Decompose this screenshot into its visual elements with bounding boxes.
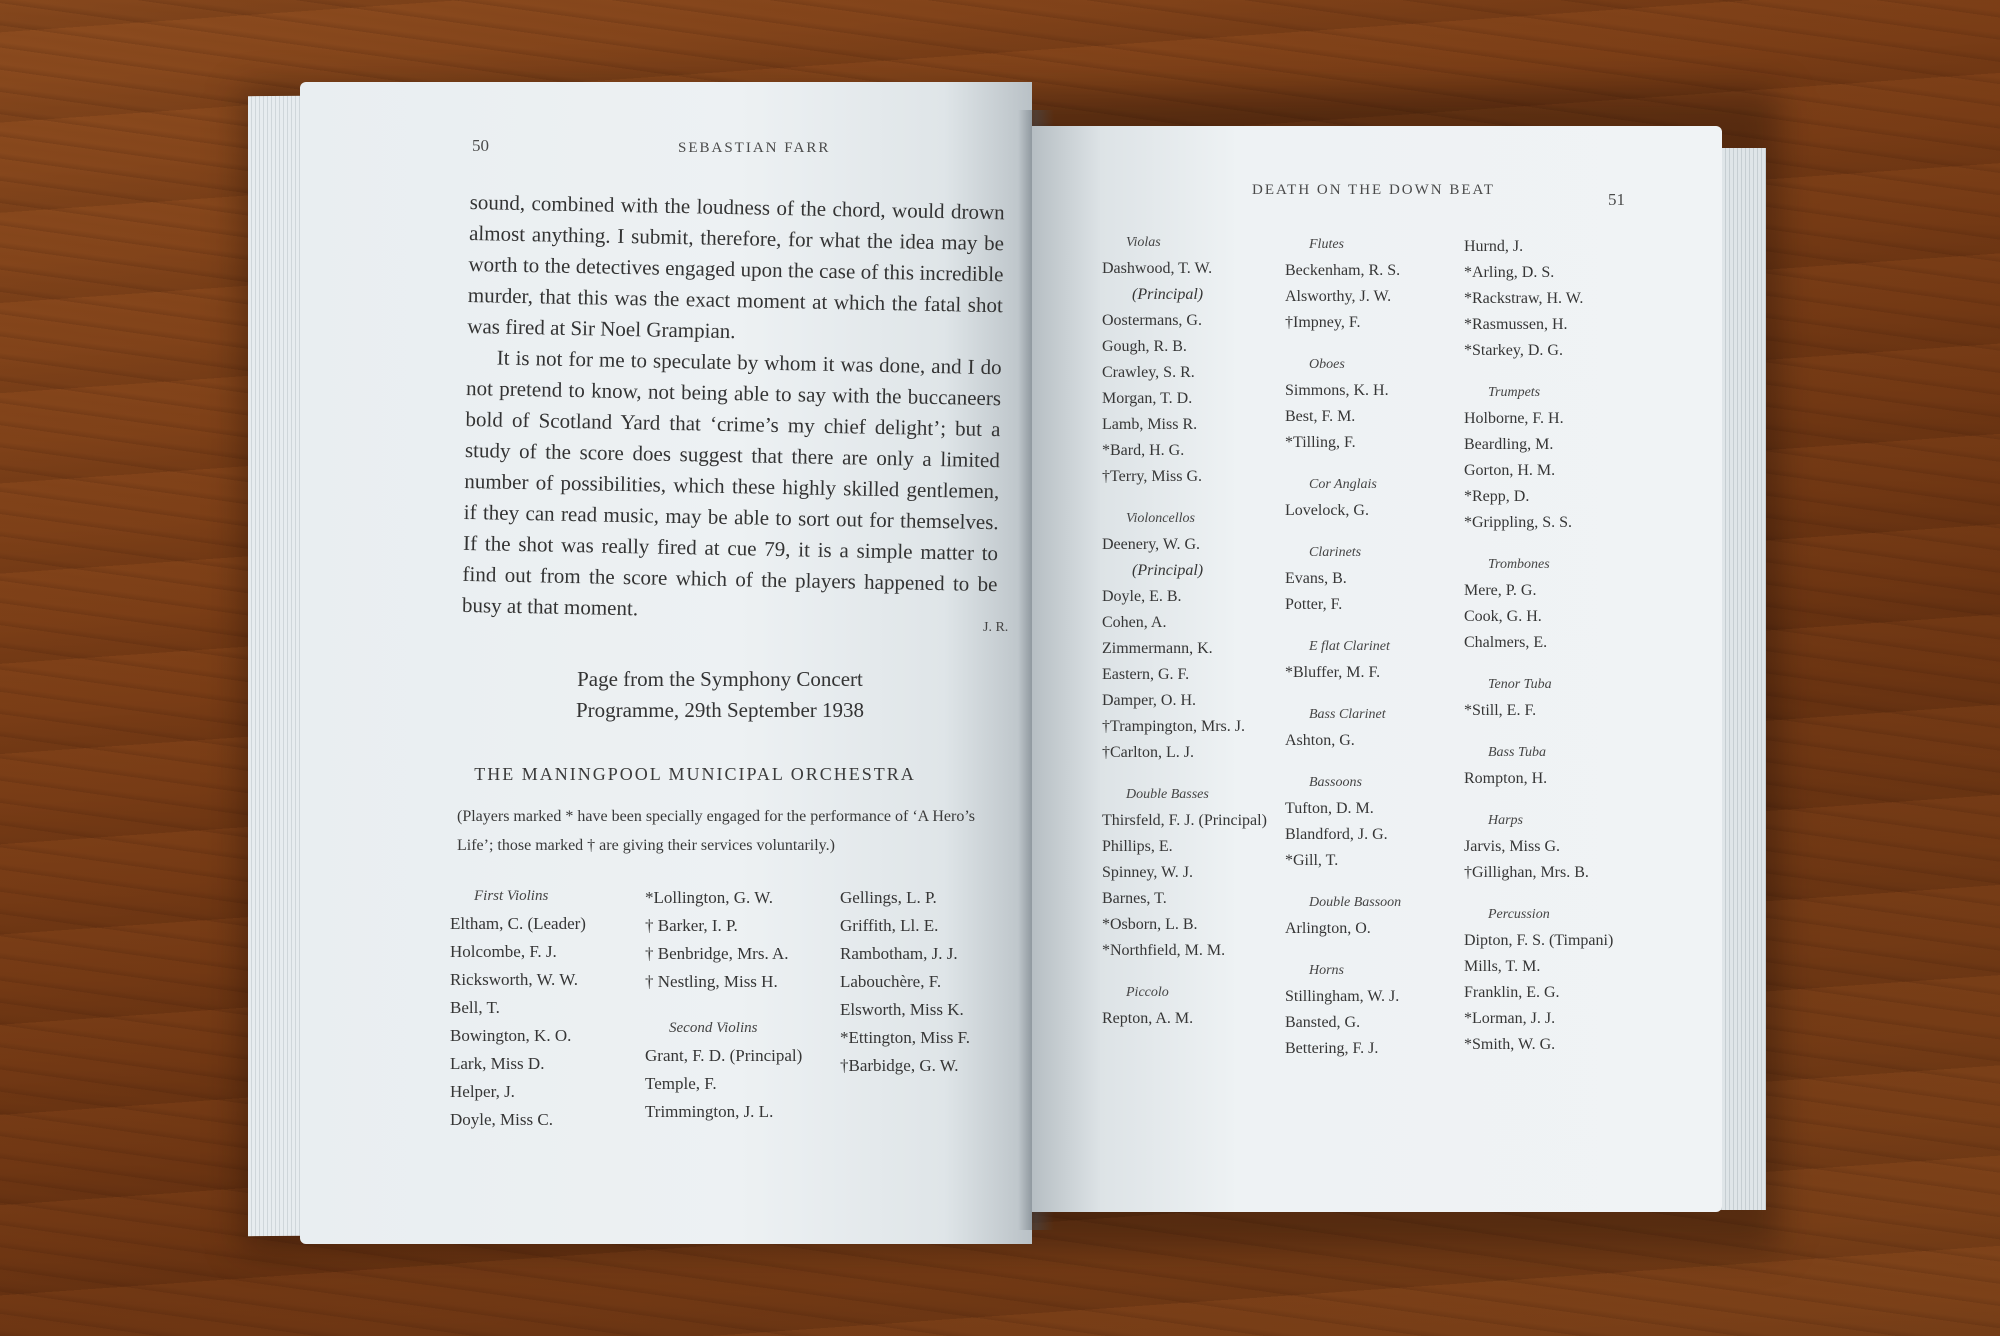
section-heading: Cor Anglais xyxy=(1309,477,1377,492)
section-heading: Trumpets xyxy=(1488,385,1541,400)
page-number-right: 51 xyxy=(1608,190,1625,209)
woodwind-column xyxy=(1285,232,1401,1062)
player: Stillingham, W. J. xyxy=(1285,988,1400,1005)
player: Thirsfeld, F. J. (Principal) xyxy=(1102,812,1267,829)
player: Labouchère, F. xyxy=(840,972,942,991)
player: Chalmers, E. xyxy=(1464,634,1548,651)
right-page xyxy=(1032,126,1722,1212)
section-heading: Bass Tuba xyxy=(1488,745,1546,760)
section-heading: Double Bassoon xyxy=(1309,895,1402,910)
section-heading: E flat Clarinet xyxy=(1309,639,1390,654)
player: Eastern, G. F. xyxy=(1102,666,1190,683)
paragraph-1: sound, combined with the loudness of the chord, would drown almost anything. I submit, therefore, for what the idea may be worth to the detectives engaged upon the case of this incredible murder, that this was the exact moment at which the fatal shot was fired at Sir Noel Grampian. xyxy=(467,189,1005,344)
player: †Carlton, L. J. xyxy=(1102,744,1194,761)
player: † Barker, I. P. xyxy=(645,916,738,935)
player: † Benbridge, Mrs. A. xyxy=(645,944,789,963)
player: Gough, R. B. xyxy=(1102,338,1187,355)
player: Deenery, W. G. xyxy=(1102,536,1201,553)
player: Hurnd, J. xyxy=(1464,238,1524,255)
player: Holborne, F. H. xyxy=(1464,410,1564,427)
player: Ricksworth, W. W. xyxy=(450,970,578,989)
player: Gellings, L. P. xyxy=(840,888,937,907)
player: Gorton, H. M. xyxy=(1464,462,1556,479)
player: *Still, E. F. xyxy=(1464,702,1537,719)
player: *Smith, W. G. xyxy=(1464,1036,1556,1053)
caption-line-1: Page from the Symphony Concert xyxy=(577,667,863,691)
player: *Lollington, G. W. xyxy=(645,888,773,907)
player: Bowington, K. O. xyxy=(450,1026,572,1045)
player: Trimmington, J. L. xyxy=(645,1102,774,1121)
player: Phillips, E. xyxy=(1102,838,1173,855)
player: Damper, O. H. xyxy=(1102,692,1196,709)
section-heading: Piccolo xyxy=(1126,985,1169,1000)
player: Oostermans, G. xyxy=(1102,312,1202,329)
player: †Trampington, Mrs. J. xyxy=(1102,718,1245,735)
orchestra-title: THE MANINGPOOL MUNICIPAL ORCHESTRA xyxy=(474,764,916,784)
player: Bettering, F. J. xyxy=(1285,1040,1379,1057)
player: Cohen, A. xyxy=(1102,614,1167,631)
brass-percussion-column xyxy=(1464,234,1613,1058)
section-heading: Bass Clarinet xyxy=(1309,707,1386,722)
section-heading: Oboes xyxy=(1309,357,1345,372)
player: *Bard, H. G. xyxy=(1102,442,1185,459)
player: *Tilling, F. xyxy=(1285,434,1356,451)
player: Griffith, Ll. E. xyxy=(840,916,939,935)
player: Helper, J. xyxy=(450,1082,515,1101)
player: Crawley, S. R. xyxy=(1102,364,1195,381)
player: Holcombe, F. J. xyxy=(450,942,557,961)
page-number-left: 50 xyxy=(472,136,489,155)
player: Rompton, H. xyxy=(1464,770,1548,787)
player: Dipton, F. S. (Timpani) xyxy=(1464,932,1614,949)
player: *Starkey, D. G. xyxy=(1464,342,1563,359)
running-head-right: DEATH ON THE DOWN BEAT xyxy=(1252,182,1495,198)
player: Temple, F. xyxy=(645,1074,717,1093)
player: *Arling, D. S. xyxy=(1464,264,1555,281)
player: Franklin, E. G. xyxy=(1464,984,1560,1001)
second-violins-column xyxy=(645,884,802,1126)
player: Lark, Miss D. xyxy=(450,1054,545,1073)
player: Ashton, G. xyxy=(1285,732,1355,749)
player: *Lorman, J. J. xyxy=(1464,1010,1556,1027)
page-edges-left xyxy=(248,96,308,1236)
left-page xyxy=(300,82,1032,1244)
section-heading: Violas xyxy=(1126,235,1161,250)
player: Rambotham, J. J. xyxy=(840,944,958,963)
player: Beardling, M. xyxy=(1464,436,1554,453)
player: Repton, A. M. xyxy=(1102,1010,1194,1027)
player: Elsworth, Miss K. xyxy=(840,1000,964,1019)
section-heading: Tenor Tuba xyxy=(1488,677,1552,692)
player: Grant, F. D. (Principal) xyxy=(645,1046,803,1065)
player: Zimmermann, K. xyxy=(1102,640,1213,657)
section-heading: Double Basses xyxy=(1126,787,1209,802)
player: Beckenham, R. S. xyxy=(1285,262,1401,279)
section-heading: Percussion xyxy=(1488,907,1550,922)
player: Barnes, T. xyxy=(1102,890,1167,907)
player: *Rasmussen, H. xyxy=(1464,316,1568,333)
strings-column xyxy=(1102,230,1267,1032)
section-heading: Flutes xyxy=(1309,237,1344,252)
section-heading: Violoncellos xyxy=(1126,511,1195,526)
player: Arlington, O. xyxy=(1285,920,1371,937)
player-note: (Principal) xyxy=(1132,562,1204,579)
player: *Northfield, M. M. xyxy=(1102,942,1226,959)
player: Spinney, W. J. xyxy=(1102,864,1193,881)
body-text xyxy=(462,187,1005,631)
player: †Barbidge, G. W. xyxy=(840,1056,959,1075)
player: †Impney, F. xyxy=(1285,314,1361,331)
section-heading: Clarinets xyxy=(1309,545,1362,560)
player: Mills, T. M. xyxy=(1464,958,1541,975)
player-note: (Principal) xyxy=(1132,286,1204,303)
players-note: (Players marked * have been specially engaged for the performance of ‘A Hero’s Life’; those marked † are giving their services voluntarily.) xyxy=(457,808,976,854)
first-violins-column xyxy=(450,882,586,1134)
section-heading: Horns xyxy=(1309,963,1345,978)
player: Mere, P. G. xyxy=(1464,582,1537,599)
running-head-left: SEBASTIAN FARR xyxy=(678,140,831,156)
player: *Grippling, S. S. xyxy=(1464,514,1573,531)
section-heading: Second Violins xyxy=(669,1020,758,1036)
player: Jarvis, Miss G. xyxy=(1464,838,1561,855)
player: *Bluffer, M. F. xyxy=(1285,664,1381,681)
author-initials: J. R. xyxy=(983,620,1009,635)
player: Eltham, C. (Leader) xyxy=(450,914,586,933)
section-heading: Bassoons xyxy=(1309,775,1362,790)
player: Bansted, G. xyxy=(1285,1014,1361,1031)
player: Potter, F. xyxy=(1285,596,1343,613)
section-heading: Harps xyxy=(1488,813,1524,828)
player: Best, F. M. xyxy=(1285,408,1356,425)
player: †Terry, Miss G. xyxy=(1102,468,1203,485)
player: Lovelock, G. xyxy=(1285,502,1369,519)
player: *Gill, T. xyxy=(1285,852,1339,869)
player: *Rackstraw, H. W. xyxy=(1464,290,1584,307)
caption-line-2: Programme, 29th September 1938 xyxy=(575,698,865,722)
player: †Gillighan, Mrs. B. xyxy=(1464,864,1589,881)
programme-caption xyxy=(460,664,980,726)
player: Simmons, K. H. xyxy=(1285,382,1389,399)
player: Doyle, E. B. xyxy=(1102,588,1182,605)
player: † Nestling, Miss H. xyxy=(645,972,778,991)
first-violins-continued-column xyxy=(840,884,970,1080)
player: Lamb, Miss R. xyxy=(1102,416,1198,433)
player: Morgan, T. D. xyxy=(1102,390,1193,407)
player: Alsworthy, J. W. xyxy=(1285,288,1392,305)
player: Tufton, D. M. xyxy=(1285,800,1374,817)
player: Bell, T. xyxy=(450,998,500,1017)
player: Doyle, Miss C. xyxy=(450,1110,553,1129)
section-heading: Trombones xyxy=(1488,557,1550,572)
player: Blandford, J. G. xyxy=(1285,826,1388,843)
section-heading: First Violins xyxy=(474,888,549,904)
player: Evans, B. xyxy=(1285,570,1347,587)
player: *Osborn, L. B. xyxy=(1102,916,1198,933)
player: *Repp, D. xyxy=(1464,488,1530,505)
paragraph-2: It is not for me to speculate by whom it was done, and I do not pretend to know, not being able to say with the buccaneers bold of Scotland Yard that ‘crime’s my chief delight’; but a study of the score does suggest that there are only a limited number of possibilities, which these highly skilled gentlemen, if they can read music, may be able to sort out for themselves. If the shot was really fired at cue 79, it is a simple matter to find out from the score which of the players happened to be busy at that moment. xyxy=(461,345,1002,621)
player: Dashwood, T. W. xyxy=(1102,260,1213,277)
player: Cook, G. H. xyxy=(1464,608,1542,625)
player: *Ettington, Miss F. xyxy=(840,1028,970,1047)
